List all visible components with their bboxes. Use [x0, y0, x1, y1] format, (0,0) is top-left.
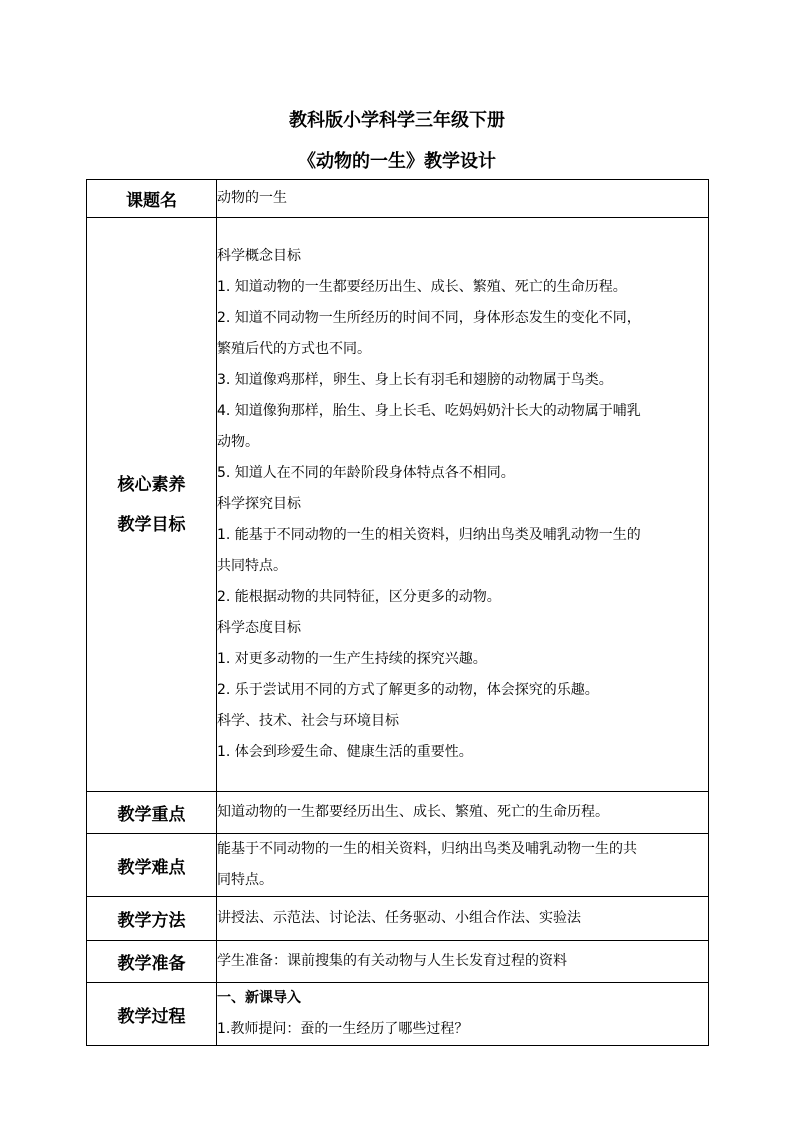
- objective-line: 共同特点。: [217, 558, 287, 574]
- row-topic: [87, 180, 709, 218]
- objective-line: 2. 能根据动物的共同特征，区分更多的动物。: [217, 589, 501, 605]
- row-methods: [87, 897, 709, 941]
- preparation-text: 学生准备：课前搜集的有关动物与人生长发育过程的资料: [217, 953, 567, 969]
- methods-label: 教学方法: [87, 897, 217, 941]
- document-subtitle: 《动物的一生》教学设计: [298, 151, 496, 172]
- objectives-content: [217, 218, 709, 792]
- difficulties-label: 教学难点: [87, 834, 217, 897]
- methods-text: 讲授法、示范法、讨论法、任务驱动、小组合作法、实验法: [217, 910, 581, 926]
- difficulties-line: 同特点。: [217, 872, 273, 888]
- lesson-plan-table: [86, 179, 709, 1046]
- objective-line: 动物。: [217, 434, 259, 450]
- objectives-label: [87, 218, 217, 792]
- process-value: [217, 983, 709, 1046]
- row-difficulties: [87, 834, 709, 897]
- process-line: 1.教师提问：蚕的一生经历了哪些过程？: [217, 1021, 469, 1037]
- difficulties-line: 能基于不同动物的一生的相关资料，归纳出鸟类及哺乳动物一生的共: [217, 841, 637, 857]
- objective-line: 1. 知道动物的一生都要经历出生、成长、繁殖、死亡的生命历程。: [217, 279, 627, 295]
- document-title: 教科版小学科学三年级下册: [289, 110, 505, 131]
- process-label: 教学过程: [87, 983, 217, 1046]
- key-points-value: [217, 792, 709, 834]
- objective-line: 2. 乐于尝试用不同的方式了解更多的动物，体会探究的乐趣。: [217, 682, 599, 698]
- objective-line: 4. 知道像狗那样，胎生、身上长毛、吃妈妈奶汁长大的动物属于哺乳: [217, 403, 641, 419]
- topic-label: 课题名: [87, 180, 217, 218]
- objective-line: 科学、技术、社会与环境目标: [217, 713, 399, 729]
- row-key-points: [87, 792, 709, 834]
- topic-text: 动物的一生: [217, 190, 287, 206]
- difficulties-value: [217, 834, 709, 897]
- objective-line: 5. 知道人在不同的年龄阶段身体特点各不相同。: [217, 465, 515, 481]
- preparation-label: 教学准备: [87, 941, 217, 983]
- objective-line: 繁殖后代的方式也不同。: [217, 341, 371, 357]
- objective-line: 科学概念目标: [217, 248, 301, 264]
- process-heading: 一、新课导入: [217, 990, 301, 1006]
- objective-line: 1. 能基于不同动物的一生的相关资料，归纳出鸟类及哺乳动物一生的: [217, 527, 641, 543]
- row-preparation: [87, 941, 709, 983]
- key-points-text: 知道动物的一生都要经历出生、成长、繁殖、死亡的生命历程。: [217, 804, 609, 820]
- key-points-label: 教学重点: [87, 792, 217, 834]
- objective-line: 1. 对更多动物的一生产生持续的探究兴趣。: [217, 651, 487, 667]
- topic-value: [217, 180, 709, 218]
- objectives-label-line1: 核心素养: [117, 474, 186, 495]
- methods-value: [217, 897, 709, 941]
- objective-line: 1. 体会到珍爱生命、健康生活的重要性。: [217, 744, 473, 760]
- row-objectives: [87, 218, 709, 792]
- objectives-label-line2: 教学目标: [117, 514, 186, 535]
- preparation-value: [217, 941, 709, 983]
- objective-line: 科学态度目标: [217, 620, 301, 636]
- objective-line: 科学探究目标: [217, 496, 301, 512]
- objective-line: 2. 知道不同动物一生所经历的时间不同，身体形态发生的变化不同，: [217, 310, 641, 326]
- objective-line: 3. 知道像鸡那样，卵生、身上长有羽毛和翅膀的动物属于鸟类。: [217, 372, 613, 388]
- row-process: [87, 983, 709, 1046]
